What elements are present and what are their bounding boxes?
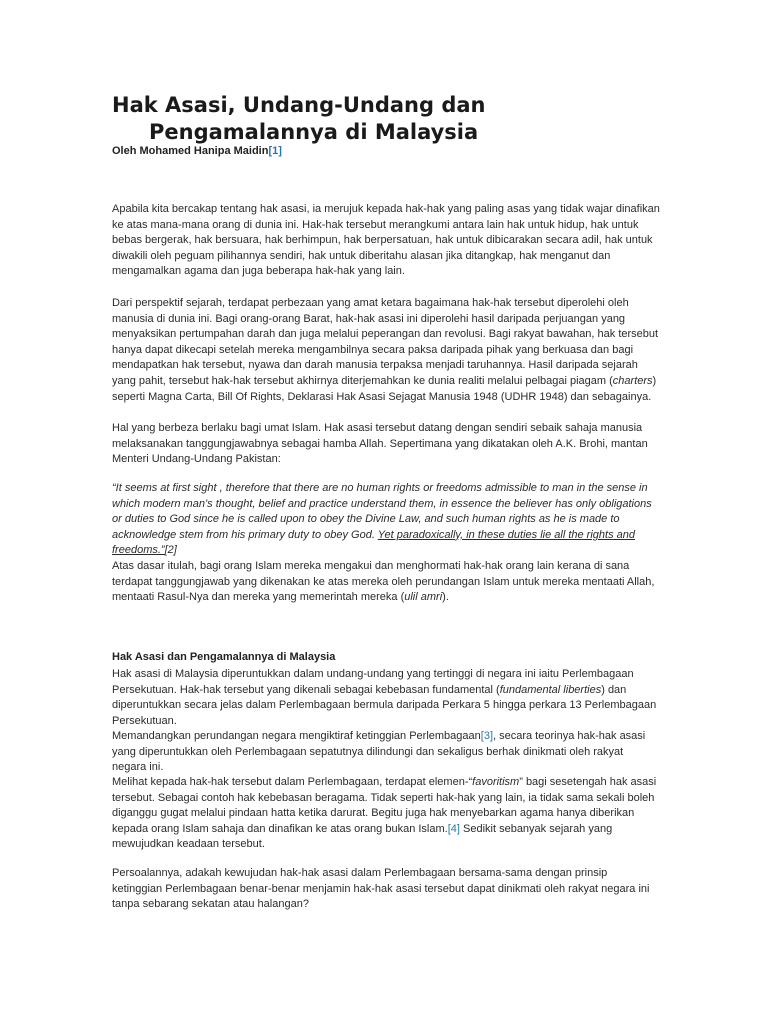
paragraph-5	[112, 667, 660, 729]
title-line-1: Hak Asasi, Undang-Undang dan	[112, 93, 486, 117]
footnote-link-3[interactable]: [3]	[480, 730, 493, 742]
article-title	[112, 92, 672, 146]
footnote-link-4[interactable]: [4]	[447, 822, 460, 835]
paragraph-2-text-1: Dari perspektif sejarah, terdapat perbezaan yang amat ketara bagaimana hak-hak tersebut diperolehi oleh manusia di dunia ini. Bagi orang-orang Barat, hak-hak asasi ini diperolehi hasil daripada perjuangan yang menyaksikan pertumpahan darah dan juga melalui peperangan dan revolusi. Bagi rakyat bawahan, hak tersebut hanya dapat dikecapi setelah mereka mengambilnya secara paksa daripada pihak yang berkuasa dan bagi mendapatkan hak tersebut, nyawa dan darah manusia terpaksa menjadi taruhannya. Hasil daripada sejarah yang pahit, tersebut hak-hak tersebut akhirnya diterjemahkan ke dunia realiti melalui pelbagai piagam (	[112, 297, 659, 387]
paragraph-7	[112, 775, 660, 853]
paragraph-7-text-1: Melihat kepada hak-hak tersebut dalam Perlembagaan, terdapat elemen-“	[112, 776, 473, 788]
paragraph-5-text-1: Hak asasi di Malaysia diperuntukkan dalam undang-undang yang tertinggi di negara ini iaitu Perlembagaan Persekutuan. Hak-hak tersebut yang dikenali sebagai kebebasan fundamental (	[112, 668, 634, 696]
paragraph-7-text-2: ” bagi sesetengah hak asasi tersebut. Sebagai contoh hak kebebasan beragama. Tidak seperti hak-hak yang lain, ia tidak sama sekali boleh diganggu gugat melalui pindaan hatta ketika darurat. Begitu juga hak menyebarkan agama hanya diberikan kepada orang Islam sahaja dan dinafikan ke atas orang bukan Islam.	[112, 776, 657, 835]
paragraph-8: Persoalannya, adakah kewujudan hak-hak asasi dalam Perlembagaan bersama-sama dengan prinsip ketinggian Perlembagaan benar-benar menjamin hak-hak asasi tersebut dapat dinikmati oleh rakyat negara ini tanpa sebarang sekatan atau halangan?	[112, 867, 650, 911]
quote-text: “It seems at first sight , therefore that there are no human rights or freedoms admissible to man in the sense in which modern man’s thought, belief and practice understand them, in essence the believer has only obligations or duties to God since he is called upon to obey the Divine Law, and such human rights as he is made to acknowledge stem from his primary duty to obey God.	[112, 482, 652, 541]
paragraph-4-italic: ulil amri	[404, 591, 443, 604]
paragraph-4	[112, 559, 660, 606]
paragraph-3: Hal yang berbeza berlaku bagi umat Islam. Hak asasi tersebut datang dengan sendiri sebaik sahaja manusia melaksanakan tanggungjawabnya sebagai hamba Allah. Sepertimana yang dikatakan oleh A.K. Brohi, mantan Menteri Undang-Undang Pakistan:	[112, 422, 648, 466]
author-byline	[112, 145, 282, 157]
paragraph-2-italic: charters	[612, 374, 653, 387]
quote-underlined: Yet paradoxically, in these duties lie all the rights and freedoms.”	[112, 528, 635, 557]
paragraph-6-text-2: , secara teorinya hak-hak asasi yang diperuntukkan oleh Perlembagaan sepatutnya dilindungi dan sekaligus berhak dinikmati oleh rakyat negara ini.	[112, 730, 646, 774]
paragraph-4-text-1: Atas dasar itulah, bagi orang Islam mereka mengakui dan menghormati hak-hak orang lain kerana di sana terdapat tanggungjawab yang dikenakan ke atas mereka oleh perundangan Islam untuk mereka mentaati Allah, mentaati Rasul-Nya dan mereka yang memerintah mereka (	[112, 560, 655, 604]
footnote-link-2[interactable]: [2]	[164, 544, 177, 557]
paragraph-7-text-3: Sedikit sebanyak sejarah yang mewujudkan keadaan tersebut.	[112, 822, 613, 851]
author-name: Oleh Mohamed Hanipa Maidin	[112, 145, 269, 157]
paragraph-6	[112, 729, 660, 776]
paragraph-2	[112, 296, 660, 405]
paragraph-5-text-2: ) dan diperuntukkan secara jelas dalam Perlembagaan bermula daripada Perkara 5 hingga perkara 13 Perlembagaan Persekutuan.	[112, 683, 657, 727]
paragraph-2-text-2: ) seperti Magna Carta, Bill Of Rights, Deklarasi Hak Asasi Sejagat Manusia 1948 (UDHR 1948) dan sebagainya.	[112, 374, 657, 403]
section-heading: Hak Asasi dan Pengamalannya di Malaysia	[112, 651, 336, 663]
brohi-quote	[112, 481, 660, 559]
paragraph-5-italic: fundamental liberties	[499, 683, 602, 696]
title-line-2: Pengamalannya di Malaysia	[149, 120, 479, 144]
footnote-link-1[interactable]: [1]	[268, 145, 282, 157]
paragraph-1: Apabila kita bercakap tentang hak asasi, ia merujuk kepada hak-hak yang paling asas yang tidak wajar dinafikan ke atas mana-mana orang di dunia ini. Hak-hak tersebut merangkumi antara lain hak untuk hidup, hak untuk bebas bergerak, hak bersuara, hak berhimpun, hak berpersatuan, hak untuk dibicarakan secara adil, hak untuk diwakili oleh peguam pilihannya sendiri, hak untuk diberitahu alasan jika ditangkap, hak menganut dan mengamalkan agama dan juga beberapa hak-hak yang lain.	[112, 203, 660, 278]
paragraph-4-text-2: ).	[442, 591, 449, 604]
paragraph-7-italic: favoritism	[472, 776, 520, 788]
paragraph-6-text-1: Memandangkan perundangan negara mengiktiraf ketinggian Perlembagaan	[112, 730, 481, 742]
